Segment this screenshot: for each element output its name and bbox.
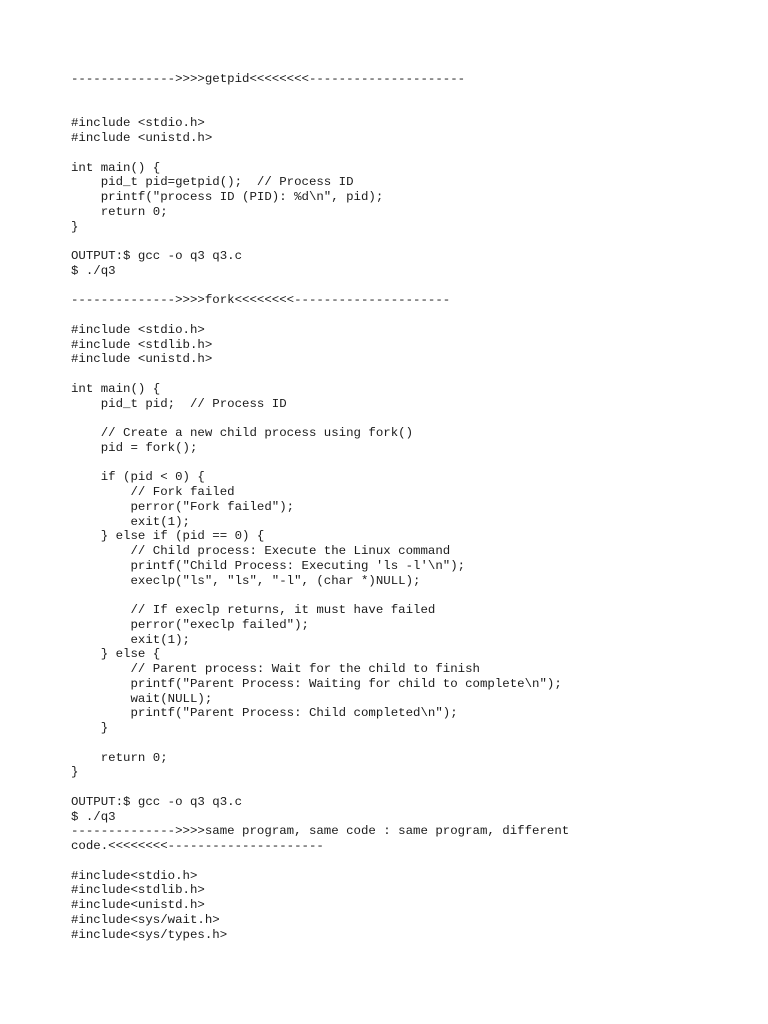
code-line: return 0;	[71, 750, 168, 765]
blank-line	[71, 854, 711, 869]
code-line: }	[71, 219, 79, 234]
code-line: if (pid < 0) {	[71, 470, 205, 485]
code-line: // Child process: Execute the Linux command	[71, 544, 451, 558]
blank-line	[71, 279, 711, 294]
code-line: printf("Parent Process: Child completed\n");	[71, 706, 458, 721]
code-line: #include<stdio.h>	[71, 868, 198, 883]
blank-line	[71, 588, 711, 603]
section-header-same-program: -------------->>>>same program, same code : same program, different	[71, 824, 570, 839]
code-line: }	[71, 765, 79, 780]
blank-line	[71, 411, 711, 426]
blank-line	[71, 367, 711, 382]
output-line: $ ./q3	[71, 809, 116, 824]
output-line: $ ./q3	[71, 263, 116, 278]
code-line: #include <unistd.h>	[71, 352, 213, 367]
section-header-fork: -------------->>>>fork<<<<<<<<---------------------	[71, 293, 451, 308]
blank-line	[71, 102, 711, 117]
code-line: // Parent process: Wait for the child to finish	[71, 662, 480, 676]
code-line: } else {	[71, 647, 161, 662]
blank-line	[71, 736, 711, 751]
code-line: #include<stdlib.h>	[71, 883, 205, 898]
code-line: // If execlp returns, it must have failed	[71, 603, 436, 617]
code-line: #include<unistd.h>	[71, 898, 205, 912]
code-line: // Fork failed	[71, 485, 235, 499]
blank-line	[71, 87, 711, 102]
output-line: OUTPUT:$ gcc -o q3 q3.c	[71, 794, 243, 809]
code-line: } else if (pid == 0) {	[71, 529, 265, 544]
code-line: // Create a new child process using fork()	[71, 426, 414, 440]
code-line: int main() {	[71, 160, 161, 175]
code-line: #include <stdio.h>	[71, 322, 205, 337]
blank-line	[71, 780, 711, 795]
code-line: #include <stdlib.h>	[71, 337, 213, 352]
code-line: perror("execlp failed");	[71, 617, 309, 632]
blank-line	[71, 456, 711, 471]
blank-line	[71, 146, 711, 161]
section-header-getpid: -------------->>>>getpid<<<<<<<<---------------------	[71, 72, 466, 86]
code-line: printf("Child Process: Executing 'ls -l'\n");	[71, 558, 466, 573]
code-line: pid = fork();	[71, 440, 198, 455]
code-line: pid_t pid=getpid(); // Process ID	[71, 175, 354, 190]
blank-line	[71, 234, 711, 249]
code-line: printf("process ID (PID): %d\n", pid);	[71, 190, 384, 204]
code-line: #include<sys/types.h>	[71, 927, 228, 942]
output-line: OUTPUT:$ gcc -o q3 q3.c	[71, 249, 243, 263]
code-line: #include<sys/wait.h>	[71, 912, 220, 927]
blank-line	[71, 308, 711, 323]
section-header-same-program-cont: code.<<<<<<<<---------------------	[71, 839, 324, 853]
code-line: return 0;	[71, 204, 168, 219]
code-line: exit(1);	[71, 514, 190, 529]
code-line: #include <stdio.h>	[71, 116, 205, 131]
code-line: printf("Parent Process: Waiting for child to complete\n");	[71, 676, 562, 691]
code-line: execlp("ls", "ls", "-l", (char *)NULL);	[71, 573, 421, 588]
code-line: wait(NULL);	[71, 691, 213, 706]
code-line: }	[71, 721, 109, 735]
code-line: #include <unistd.h>	[71, 131, 213, 145]
code-document	[71, 72, 711, 942]
code-line: exit(1);	[71, 632, 190, 647]
code-line: int main() {	[71, 381, 161, 396]
code-line: perror("Fork failed");	[71, 499, 295, 514]
code-line: pid_t pid; // Process ID	[71, 396, 287, 411]
